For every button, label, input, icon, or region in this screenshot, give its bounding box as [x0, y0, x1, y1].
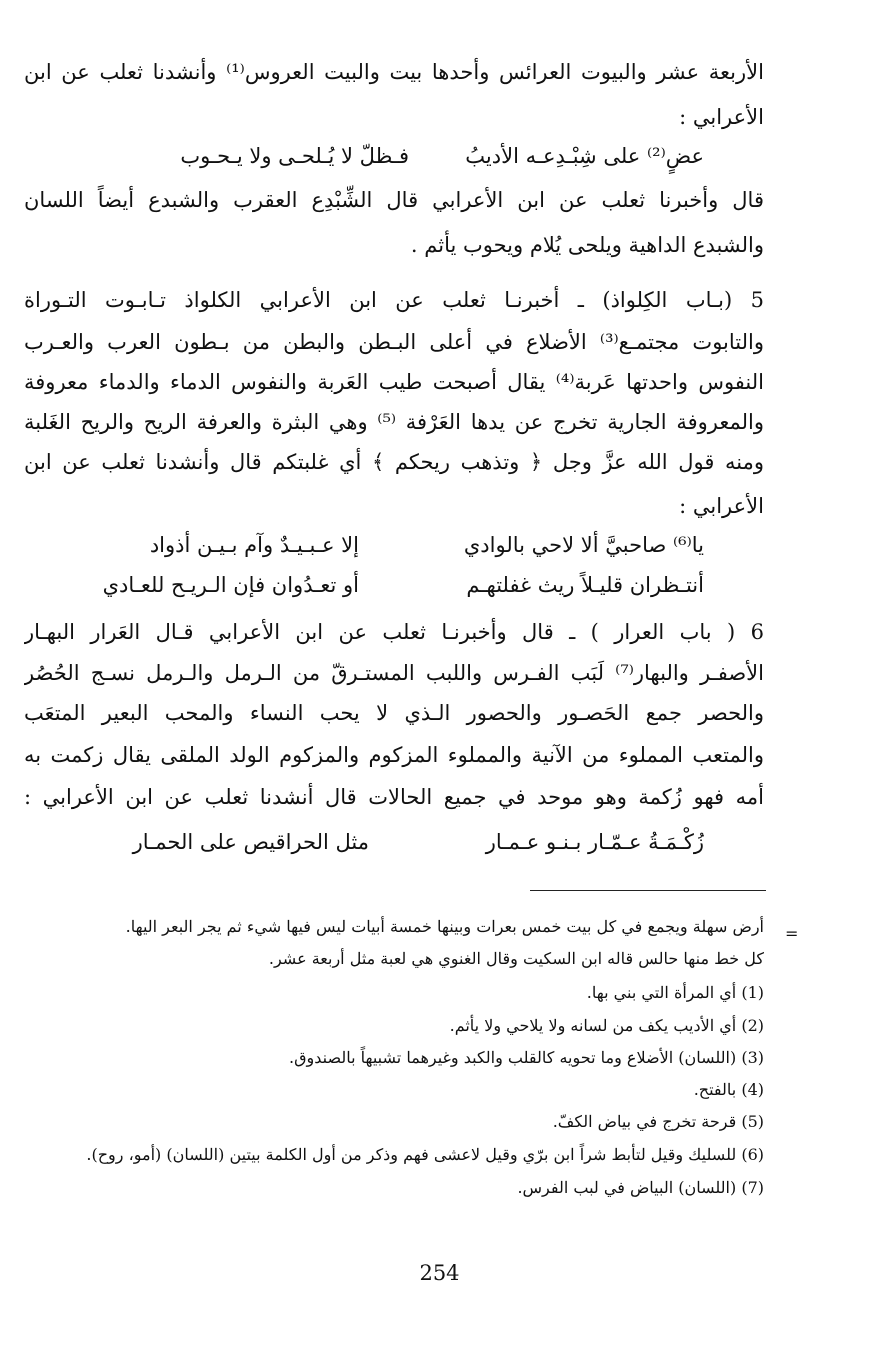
- body-line: ومنه قول الله عزَّ وجل ﴿ وتذهب ريحكم ﴾ أي غلبتكم قال وأنشدنا ثعلب عن ابن: [24, 450, 764, 474]
- body-line: الأعرابي :: [679, 105, 764, 129]
- verse-second-hemistich: أو تعـدُوان فإن الـريـح للعـادي: [102, 573, 359, 597]
- verse-first-hemistich: عضٍ⁽²⁾ على شِبْـدِعـه الأديبُ: [465, 144, 704, 168]
- verse-first-hemistich: أنتـظران قليـلاً ريث غفلتهـم: [466, 573, 704, 597]
- footnote-line: (6) للسليك وقيل لتأبط شراً ابن برّي وقيل لاعشى فهم وذكر من أول الكلمة بيتين (اللسان) (أمو، روح).: [86, 1145, 764, 1164]
- continuation-mark: =: [785, 924, 799, 943]
- body-line: الأصفـر والبهار⁽⁷⁾ لَبَب الفـرس واللبب المستـرقّ من الـرمل والـرمل نسـج الحُصُر: [24, 661, 764, 685]
- verse-first-hemistich: يا⁽⁶⁾ صاحبيَّ ألا لاحي بالوادي: [463, 533, 704, 557]
- body-line: والمتعب المملوء من الآنية والمملوء المزكوم والمزكوم الولد الملقى يقال زكمت به: [24, 743, 764, 767]
- verse-first-hemistich: زُكْـمَـةُ عـمّـار بـنـو عـمـار: [485, 830, 704, 854]
- footnote-separator: [530, 890, 766, 891]
- verse-second-hemistich: إلا عـبـيـدٌ وآم بـيـن أذواد: [149, 533, 359, 557]
- body-line: والتابوت مجتمـع⁽³⁾ الأضلاع في أعلى البـطن والبطن من بـطون العرب والعـرب: [24, 330, 764, 354]
- footnote-line: (4) بالفتح.: [693, 1080, 764, 1099]
- footnote-line: كل خط منها حالس قاله ابن السكيت وقال الغنوي هي لعبة مثل أربعة عشر.: [268, 949, 764, 968]
- verse-second-hemistich: فـظلّ لا يُـلحـى ولا يـحـوب: [180, 144, 409, 168]
- footnote-line: (5) قرحة تخرج في بياض الكفّ.: [552, 1112, 764, 1131]
- body-line: قال وأخبرنا ثعلب عن ابن الأعرابي قال الشِّبْدِع العقرب والشبدع أيضاً اللسان: [24, 188, 764, 212]
- body-line: الأربعة عشر والبيوت العرائس وأحدها بيت والبيت العروس⁽¹⁾ وأنشدنا ثعلب عن ابن: [24, 60, 764, 84]
- body-line: والمعروفة الجارية تخرج عن يدها العَرْفة ⁽⁵⁾ وهي البثرة والعرفة الريح والريح الغَلبة: [24, 410, 764, 434]
- verse-second-hemistich: مثل الحراقيص على الحمـار: [132, 830, 369, 854]
- page-number: 254: [419, 1261, 460, 1285]
- body-line: والحصر جمع الحَصـور والحصور الـذي لا يحب النساء والمحب البعير المتعَب: [24, 701, 764, 725]
- section-heading-line: 6 ( باب العرار ) ـ قال وأخبرنـا ثعلب عن ابن الأعرابي قـال العَرار البهـار: [24, 620, 764, 644]
- body-line: النفوس واحدتها عَربة⁽⁴⁾ يقال أصبحت طيب العَربة والنفوس الدماء والدماء معروفة: [24, 370, 764, 394]
- footnote-line: (2) أي الأديب يكف من لسانه ولا يلاحي ولا يأثم.: [449, 1016, 764, 1035]
- footnote-line: (7) (اللسان) البياض في لبب الفرس.: [517, 1178, 764, 1197]
- body-line: أمه فهو زُكمة وهو موحد في جميع الحالات قال أنشدنا ثعلب عن ابن الأعرابي :: [24, 785, 764, 809]
- footnote-line: (3) (اللسان) الأضلاع وما تحويه كالقلب والكبد وغيرهما تشبيهاً بالصندوق.: [288, 1048, 764, 1067]
- body-line: الأعرابي :: [679, 494, 764, 518]
- section-heading-line: 5 (بـاب الكِلواذ) ـ أخبرنـا ثعلب عن ابن الأعرابي الكلواذ تـابـوت التـوراة: [24, 288, 764, 312]
- footnote-line: أرض سهلة ويجمع في كل بيت خمس بعرات وبينها خمسة أبيات ليس فيها شيء ثم يجر البعر اليها.: [125, 917, 764, 936]
- body-line: والشبدع الداهية ويلحى يُلام ويحوب يأثم .: [410, 233, 764, 257]
- footnote-line: (1) أي المرأة التي بني بها.: [586, 983, 764, 1002]
